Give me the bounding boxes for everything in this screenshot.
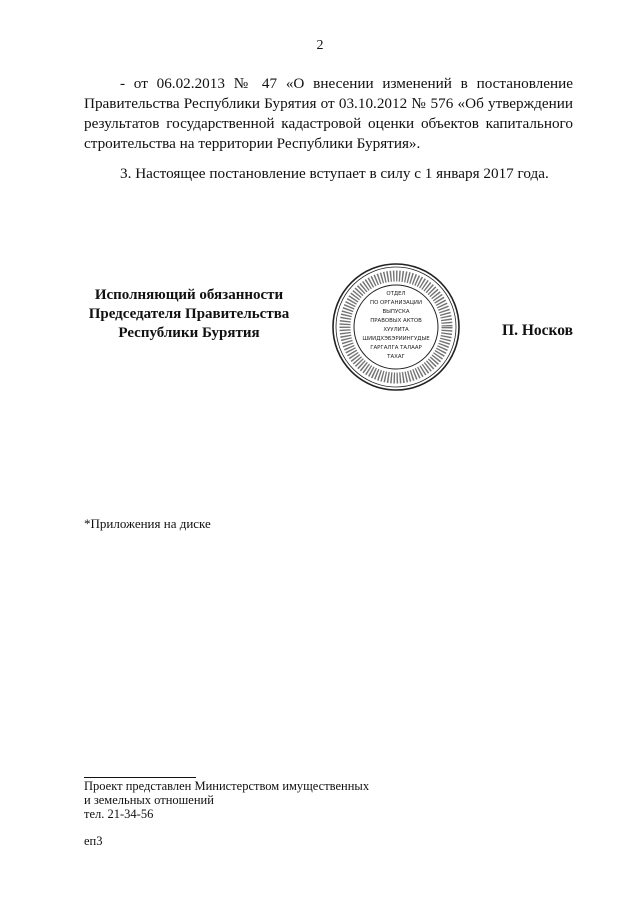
seal-text-line: ХУУЛИТА	[383, 327, 409, 333]
signatory-title	[84, 286, 294, 343]
footer-divider	[84, 777, 196, 778]
page-number: 2	[316, 38, 324, 53]
signatory-title-line1: Исполняющий обязанности	[94, 287, 284, 303]
signatory-name: П. Носков	[502, 322, 573, 339]
paragraph-amendment-text: - от 06.02.2013 № 47 «О внесении изменений в постановление Правительства Республики Бурятия от 03.10.2012 № 576 «Об утверждении результатов государственной кадастровой оценки объектов капитального строительства на территории Республики Бурятия».	[84, 75, 573, 152]
paragraph-effective-date-text: 3. Настоящее постановление вступает в силу с 1 января 2017 года.	[120, 165, 549, 182]
seal-text-line: ПО ОРГАНИЗАЦИИ	[370, 300, 422, 306]
paragraph-effective-date	[84, 164, 573, 184]
signatory-title-line3: Республики Бурятия	[118, 325, 260, 341]
footer-line2: и земельных отношений	[84, 793, 214, 807]
paragraph-amendment	[84, 74, 573, 154]
seal-text-line: ТАХАГ	[387, 354, 405, 360]
footer-phone: тел. 21-34-56	[84, 807, 154, 821]
signatory-title-line2: Председателя Правительства	[88, 306, 290, 322]
seal-text-line: ШИИДХЭБЭРИИНГУДЫЕ	[362, 336, 430, 342]
seal-text-line: ГАРГАЛГА ТАЛААР	[370, 345, 422, 351]
official-seal	[331, 262, 461, 392]
seal-text-line: ВЫПУСКА	[382, 309, 410, 315]
seal-text-line: ПРАВОВЫХ АКТОВ	[370, 318, 422, 324]
footer-line1: Проект представлен Министерством имущественных	[84, 779, 370, 793]
document-code: еп3	[84, 834, 103, 848]
seal-text-line: ОТДЕЛ	[386, 291, 406, 297]
appendix-note: *Приложения на диске	[84, 516, 211, 531]
footer-contact	[84, 779, 369, 821]
